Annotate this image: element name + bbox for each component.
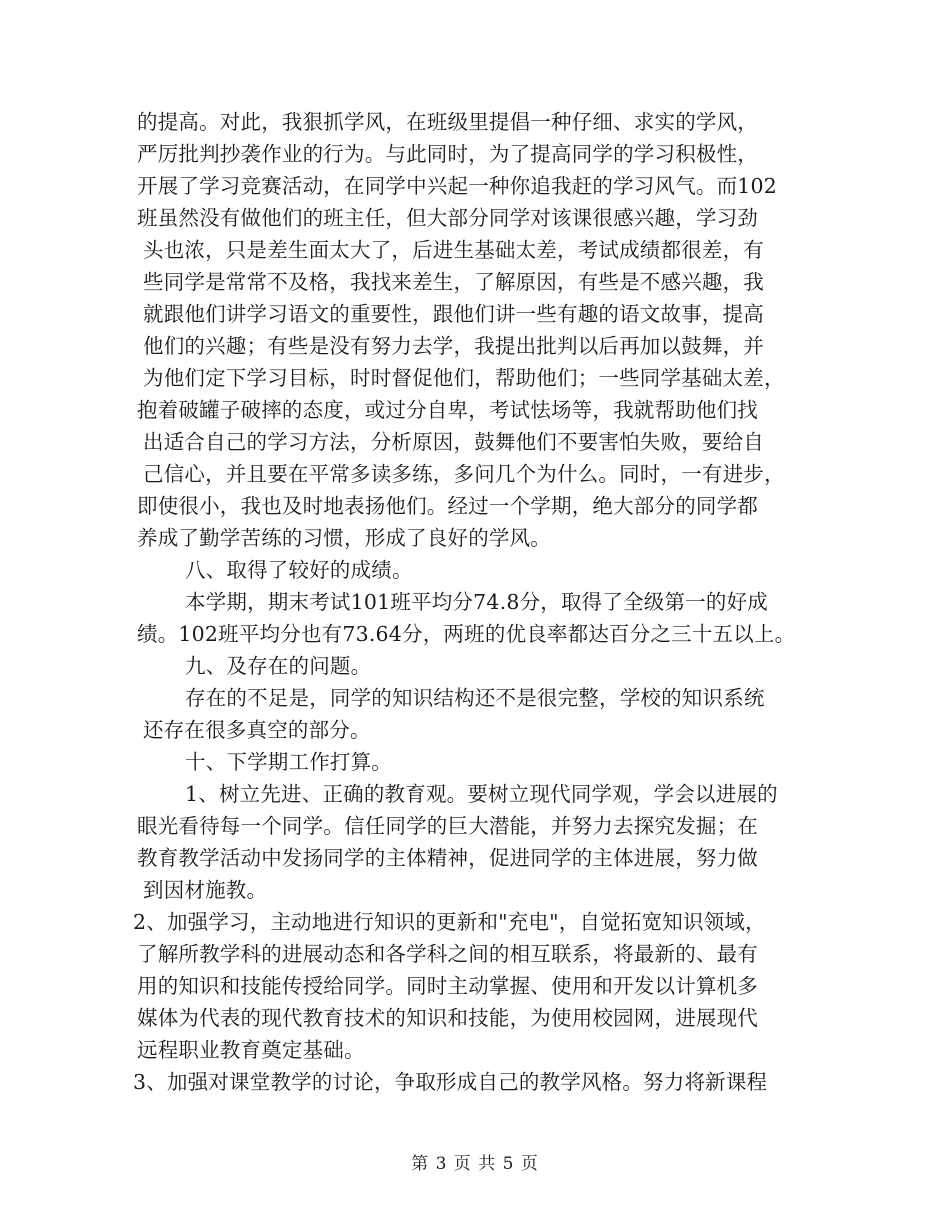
text-line: 即使很小，我也及时地表扬他们。经过一个学期，绝大部分的同学都 [137, 494, 758, 518]
text-line: 开展了学习竞赛活动，在同学中兴起一种你追我赶的学习风气。而102 [137, 174, 778, 198]
text-line: 教育教学活动中发扬同学的主体精神，促进同学的主体进展，努力做 [137, 846, 758, 870]
text-line: 头也浓，只是差生面太大了，后进生基础太差，考试成绩都很差，有 [143, 238, 764, 262]
text-line: 3、加强对课堂教学的讨论，争取形成自己的教学风格。努力将新课程 [133, 1070, 768, 1094]
text-line: 本学期，期末考试101班平均分74.8分，取得了全级第一的好成 [185, 590, 768, 614]
page-number-footer: 第 3 页 共 5 页 [411, 1154, 539, 1174]
text-line: 了解所教学科的进展动态和各学科之间的相互联系，将最新的、最有 [137, 942, 758, 966]
text-line: 班虽然没有做他们的班主任，但大部分同学对该课很感兴趣，学习劲 [137, 206, 758, 230]
document-body [133, 106, 827, 1098]
text-line: 严厉批判抄袭作业的行为。与此同时，为了提高同学的学习积极性， [137, 142, 758, 166]
text-line: 抱着破罐子破摔的态度，或过分自卑，考试怯场等，我就帮助他们找 [137, 398, 758, 422]
section-heading: 八、取得了较好的成绩。 [185, 558, 413, 582]
text-line: 2、加强学习，主动地进行知识的更新和"充电"，自觉拓宽知识领域， [133, 910, 766, 934]
text-line: 远程职业教育奠定基础。 [137, 1038, 365, 1062]
text-line: 眼光看待每一个同学。信任同学的巨大潜能，并努力去探究发掘；在 [137, 814, 758, 838]
text-line: 存在的不足是，同学的知识结构还不是很完整，学校的知识系统 [185, 686, 765, 710]
text-line: 些同学是常常不及格，我找来差生，了解原因，有些是不感兴趣，我 [143, 270, 764, 294]
text-line: 到因材施教。 [143, 878, 268, 902]
section-heading: 十、下学期工作打算。 [185, 750, 392, 774]
text-line: 用的知识和技能传授给同学。同时主动掌握、使用和开发以计算机多 [137, 974, 758, 998]
text-line: 绩。102班平均分也有73.64分，两班的优良率都达百分之三十五以上。 [137, 622, 796, 646]
text-line: 己信心，并且要在平常多读多练，多问几个为什么。同时，一有进步， [143, 462, 785, 486]
text-line: 他们的兴趣；有些是没有努力去学，我提出批判以后再加以鼓舞，并 [143, 334, 764, 358]
text-line: 为他们定下学习目标，时时督促他们，帮助他们；一些同学基础太差， [143, 366, 785, 390]
text-line: 养成了勤学苦练的习惯，形成了良好的学风。 [137, 526, 551, 550]
text-line: 就跟他们讲学习语文的重要性，跟他们讲一些有趣的语文故事，提高 [143, 302, 764, 326]
text-line: 出适合自己的学习方法，分析原因，鼓舞他们不要害怕失败，要给自 [143, 430, 764, 454]
text-line: 1、树立先进、正确的教育观。要树立现代同学观，学会以进展的 [185, 782, 778, 806]
section-heading: 九、及存在的问题。 [185, 654, 372, 678]
text-line: 的提高。对此，我狠抓学风，在班级里提倡一种仔细、求实的学风， [137, 110, 758, 134]
text-line: 媒体为代表的现代教育技术的知识和技能，为使用校园网，进展现代 [137, 1006, 758, 1030]
text-line: 还存在很多真空的部分。 [143, 718, 371, 742]
